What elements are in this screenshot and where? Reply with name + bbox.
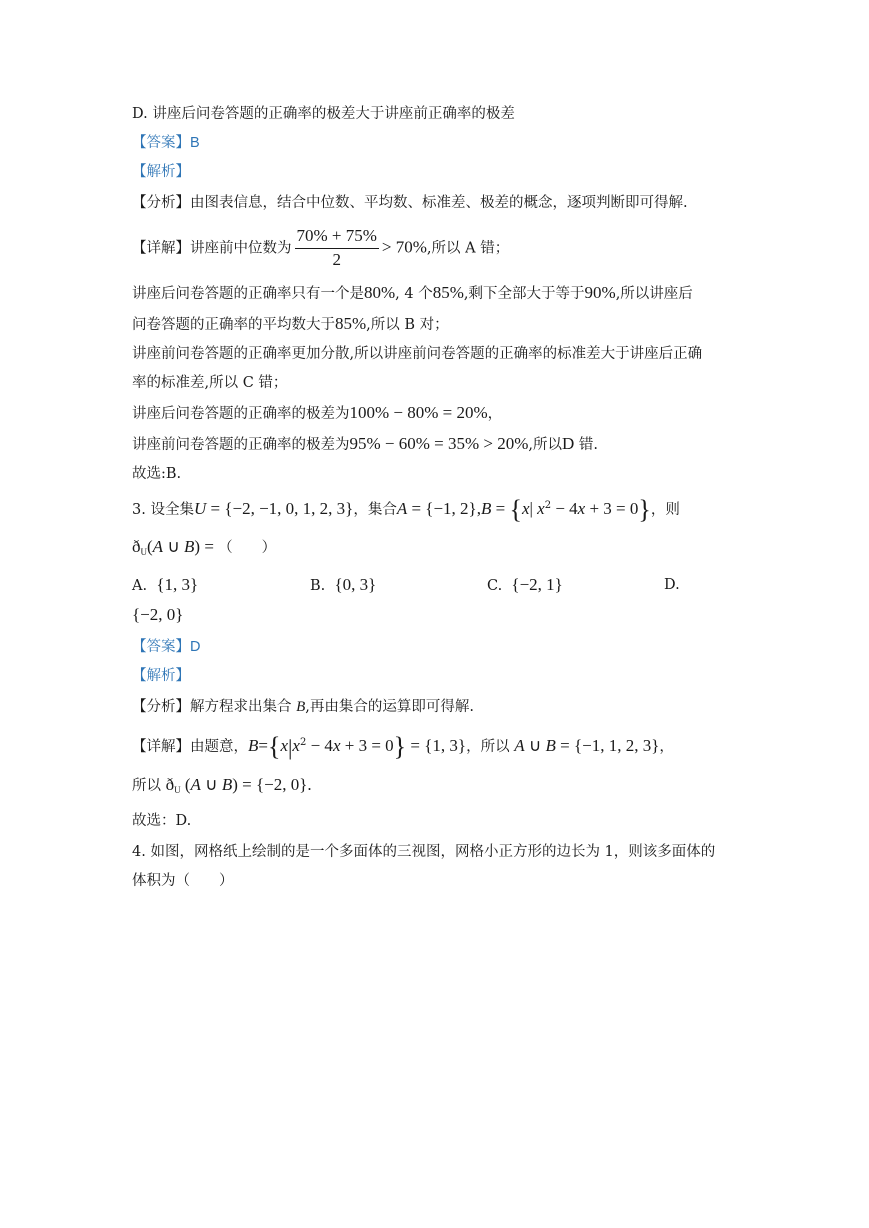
math-var: B <box>296 699 306 715</box>
math-segment: = {1, 3} <box>406 735 467 755</box>
math-segment: − 4 <box>306 735 333 755</box>
answer-value: B <box>190 135 200 151</box>
math-segment: + 3 = 0 <box>340 735 394 755</box>
math-var: B <box>184 537 195 556</box>
fenxi-line-2 <box>132 697 474 717</box>
analysis-tag-2 <box>132 666 190 686</box>
math-segment: = {−1, 2}, <box>407 498 481 518</box>
brace-open: { <box>509 494 522 524</box>
math-segment: 100% − 80% = 20% <box>349 403 488 422</box>
detail-line-9: 率的标准差,所以 C 错； <box>132 375 288 391</box>
math-segment: ( <box>180 775 191 794</box>
text-segment: 讲座后问卷答题的正确率只有一个是 <box>132 286 364 302</box>
math-var: A <box>190 775 201 794</box>
text-segment: ,所以 <box>528 437 563 453</box>
math-segment: 85% <box>335 314 367 333</box>
text-segment: ,剩下全部大于等于 <box>463 286 585 302</box>
math-var: B <box>480 498 492 518</box>
option-c <box>487 575 563 596</box>
math-var: A <box>152 537 164 556</box>
brace-open: { <box>267 731 281 761</box>
exponent: 2 <box>299 737 307 748</box>
text-segment: ,所以讲座后 <box>615 286 693 302</box>
xiangjie-text-c: ,所以 A 错； <box>426 240 510 257</box>
conclusion-line-1: 故选:B. <box>132 466 182 482</box>
math-segment: = <box>258 735 268 755</box>
detail-line-8: 讲座前问卷答题的正确率更加分散,所以讲座前问卷答题的正确率的标准差大于讲座后正确 <box>132 346 703 362</box>
xiangjie-math-b: > 70% <box>381 237 427 257</box>
text-segment: ,再由集合的运算即可得解. <box>305 699 474 715</box>
math-var: x <box>280 735 289 755</box>
math-var: x <box>332 735 341 755</box>
answer-line-1 <box>132 133 200 153</box>
set-bar: | <box>288 734 293 760</box>
math-segment: − 4 <box>551 498 578 518</box>
math-segment: ) = {−2, 0} <box>232 775 308 794</box>
math-segment: ( <box>147 537 153 556</box>
brace-close: } <box>638 494 651 524</box>
xiangjie-line-2 <box>132 731 674 761</box>
analysis-tag-1 <box>132 162 190 182</box>
text-segment: 3. 设全集 <box>132 501 194 518</box>
math-segment: 80% <box>364 283 396 302</box>
analysis-tag: 【解析】 <box>132 164 190 180</box>
option-a <box>132 575 198 596</box>
analysis-tag: 【解析】 <box>132 668 190 684</box>
detail-line-11 <box>132 434 598 455</box>
detail-line-10 <box>132 403 502 424</box>
text-segment: 【分析】解方程求出集合 <box>132 699 297 715</box>
math-var: x <box>577 498 586 518</box>
complement-result-line <box>132 775 312 800</box>
text-segment: ，则 <box>650 501 680 518</box>
math-segment: 90% <box>584 283 616 302</box>
text-segment: 所以 <box>132 778 166 794</box>
text-segment: 讲座前问卷答题的正确率的极差为 <box>132 437 350 453</box>
math-segment: = {−2, −1, 0, 1, 2, 3} <box>206 498 354 518</box>
math-segment: 85% <box>432 283 464 302</box>
option-d-label <box>664 575 680 595</box>
math-segment: 95% − 60% = 35% > 20% <box>349 434 529 453</box>
math-segment: ∪ <box>524 735 546 755</box>
math-var: B <box>248 735 259 755</box>
question-4-stem: 4. 如图，网格纸上绘制的是一个多面体的三视图，网格小正方形的边长为 1，则该多面体的 <box>132 844 716 860</box>
math-var: A <box>514 735 525 755</box>
question-3-expr <box>132 537 276 562</box>
fraction-numerator: 70% + 75% <box>295 226 379 249</box>
text-segment: ， <box>659 738 674 755</box>
text-segment: ,所以 B 对； <box>366 317 449 333</box>
option-label: A. <box>132 578 148 594</box>
complement-symbol: ð <box>132 537 141 556</box>
math-var: x <box>521 498 530 518</box>
blank-paren: （ ） <box>218 540 277 556</box>
option-d-value <box>132 605 183 626</box>
math-var: A <box>396 498 408 518</box>
subscript: U <box>174 785 181 795</box>
text-segment: ，集合 <box>353 501 397 518</box>
detail-line-6 <box>132 283 693 304</box>
fraction-denominator: 2 <box>332 250 341 269</box>
option-d-text: D. 讲座后问卷答题的正确率的极差大于讲座前正确率的极差 <box>132 106 515 122</box>
option-label: B. <box>310 578 326 594</box>
fenxi-line-1: 【分析】由图表信息，结合中位数、平均数、标准差、极差的概念，逐项判断即可得解. <box>132 195 688 211</box>
option-label: D. <box>664 577 680 593</box>
option-b <box>310 575 376 596</box>
question-4-stem-cont: 体积为（ ） <box>132 873 234 889</box>
option-value: {−2, 0} <box>132 605 184 624</box>
text-segment: , 4 个 <box>395 286 433 302</box>
math-var: U <box>193 498 207 518</box>
xiangjie-tag: 【详解】 <box>132 240 190 257</box>
question-3-stem <box>132 494 680 524</box>
conclusion-line-2: 故选：D. <box>132 813 192 829</box>
subscript: U <box>140 547 147 557</box>
complement-symbol: ð <box>165 775 175 794</box>
brace-close: } <box>393 731 407 761</box>
xiangjie-line-1 <box>132 226 509 271</box>
math-segment: . <box>307 775 312 794</box>
text-segment: ，所以 <box>466 738 515 755</box>
math-segment: = {−1, 1, 2, 3} <box>555 735 660 755</box>
math-var: B <box>221 775 233 794</box>
option-value: {0, 3} <box>334 575 377 594</box>
xiangjie-tag: 【详解】 <box>132 738 190 755</box>
math-segment: = <box>491 498 510 518</box>
answer-value: D <box>190 639 201 655</box>
answer-tag: 【答案】 <box>132 135 190 151</box>
text-segment: 问卷答题的正确率的平均数大于 <box>132 317 335 333</box>
option-value: {−2, 1} <box>511 575 563 594</box>
math-segment: ) = <box>194 537 219 556</box>
option-label: C. <box>487 578 503 594</box>
text-segment: 错. <box>574 437 599 453</box>
xiangjie-text-a: 讲座前中位数为 <box>190 240 292 257</box>
median-fraction <box>295 226 379 271</box>
text-segment: ， <box>487 406 503 422</box>
math-segment: + 3 = 0 <box>585 498 639 518</box>
option-value: {1, 3} <box>156 575 199 594</box>
answer-line-2 <box>132 637 200 657</box>
answer-tag: 【答案】 <box>132 639 190 655</box>
text-segment: 由题意， <box>190 738 248 755</box>
math-var: x <box>292 735 300 755</box>
math-segment: ∪ <box>200 775 222 794</box>
math-segment: | <box>529 498 533 518</box>
math-segment: ∪ <box>163 537 185 556</box>
math-var: x <box>537 498 545 518</box>
math-var: B <box>545 735 556 755</box>
detail-line-7 <box>132 314 449 335</box>
exponent: 2 <box>544 500 552 511</box>
math-segment: D <box>562 434 575 453</box>
text-segment: 讲座后问卷答题的正确率的极差为 <box>132 406 350 422</box>
